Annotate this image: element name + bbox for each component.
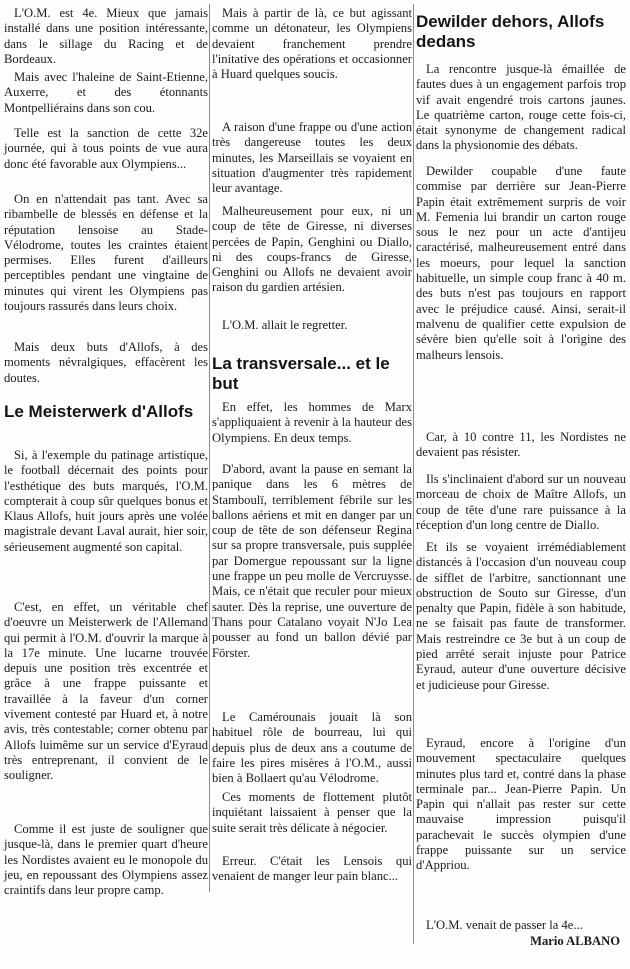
paragraph: Ils s'inclinaient d'abord sur un nouveau morceau de choix de Maître Allofs, un coup de tête d'une rare puissance à la réception d'un long centre de Diallo. — [416, 472, 626, 532]
paragraph: L'O.M. est 4e. Mieux que jamais installé dans une position intéressante, dans le sillage du Racing et de Bordeaux. — [4, 6, 208, 66]
paragraph: D'abord, avant la pause en semant la panique dans les 6 mètres de Stamboulï, terriblement fébrile sur les ballons aériens et mit en danger par un coup de tête de son défenseur Regina sur sa propre transversale, puis supplée par Domergue repoussant sur la ligne une frappe un peu molle de Vercruysse. Mais, ce n'était que reculer pour mieux sauter. Dès la reprise, une ouverture de Thans pour Catalano voyait N'Jo Lea pousser au fond un ballon dévié par Förster. — [212, 462, 412, 660]
paragraph: En effet, les hommes de Marx s'appliquaient à revenir à la hauteur des Olympiens. En deux temps. — [212, 400, 412, 445]
paragraph: On en n'attendait pas tant. Avec sa ribambelle de blessés en défense et la réputation lensoise au Stade-Vélodrome, toutes les craintes étaient permises. Elles furent d'ailleurs perceptibles pendant une vingtaine de minutes qui virent les Olympiens pas toujours rassurés dans leurs choix. — [4, 192, 208, 314]
paragraph: Mais à partir de là, ce but agissant comme un détonateur, les Olympiens devaient franchement prendre l'initative des opérations et occasionner à Huard quelques soucis. — [212, 6, 412, 82]
paragraph: Le Camérounais jouait là son habituel rôle de bourreau, lui qui depuis plus de deux ans a coutume de faire les pires misères à l'O.M., aussi bien à Bollaert qu'au Vélodrome. — [212, 710, 412, 786]
paragraph: Malheureusement pour eux, ni un coup de tête de Giresse, ni diverses percées de Papin, Genghini ou Diallo, ni des coups-francs de Giresse, Genghini ou Allofs ne devaient avoir raison du gardien artésien. — [212, 204, 412, 295]
paragraph: Et ils se voyaient irrémédiablement distancés à l'occasion d'un nouveau coup de sifflet de l'arbitre, sanctionnant une obstruction de Souto sur Giresse, d'un penalty que Papin, fidèle à son habitude, ne se faisait pas faute de transformer. Mais restreindre ce 3e but à un coup de pied arrêté serait injuste pour Patrice Eyraud, auteur d'une ouverture décisive et judicieuse pour Giresse. — [416, 540, 626, 692]
column-1 — [4, 0, 208, 969]
section-heading: Dewilder dehors, Allofs dedans — [416, 12, 605, 51]
section-heading: La transversale... et le but — [212, 354, 390, 393]
author-signature: Mario ALBANO — [530, 934, 620, 948]
paragraph: Mais avec l'haleine de Saint-Etienne, Auxerre, et des étonnants Montpelliérains dans son cou. — [4, 70, 208, 115]
paragraph: L'O.M. venait de passer la 4e... — [426, 918, 583, 932]
column-rule — [209, 4, 210, 892]
paragraph: La rencontre jusque-là émaillée de fautes dues à un engagement parfois trop vif avait engendré trois cartons jaunes. Le quatrième carton, rouge cette fois-ci, était synonyme de changement radical dans la physionomie des débats. — [416, 62, 626, 153]
column-rule — [413, 4, 414, 944]
paragraph: Si, à l'exemple du patinage artistique, le football décernait des points pour l'esthétique des buts marqués, l'O.M. compterait à coup sûr quelques bonus et Klaus Allofs, huit jours après une volée magistrale devant Laval aurait, hier soir, sérieusement augmenté son capital. — [4, 448, 208, 554]
paragraph: Ces moments de flottement plutôt inquiétant laissaient à penser que la suite serait très délicate à négocier. — [212, 790, 412, 835]
paragraph: Car, à 10 contre 11, les Nordistes ne devaient pas résister. — [416, 430, 626, 460]
paragraph: Telle est la sanction de cette 32e journée, qui à tous points de vue aura donc été favorable aux Olympiens... — [4, 126, 208, 171]
paragraph: A raison d'une frappe ou d'une action très dangereuse toutes les deux minutes, les Marseillais se voyaient en situation d'augmenter très rapidement leur avantage. — [212, 120, 412, 196]
paragraph: Comme il est juste de souligner que jusque-là, dans le premier quart d'heure les Nordistes avaient eu le monopole du jeu, en repoussant des Olympiens assez craintifs dans leur propre camp. — [4, 822, 208, 898]
paragraph: Erreur. C'était les Lensois qui venaient de manger leur pain blanc... — [212, 854, 412, 884]
section-heading: Le Meisterwerk d'Allofs — [4, 402, 194, 421]
paragraph: Dewilder coupable d'une faute commise par derrière sur Jean-Pierre Papin était extrêmement surpris de voir M. Femenia lui brandir un carton rouge sous le nez pour un acte d'antijeu caractérisé, malheureusement entré dans les moeurs, pour lequel la sanction habituelle, un simple coup franc à 40 m. des buts n'est pas toujours en rapport avec le préjudice causé. Ainsi, serait-il malvenu de qualifier cette expulsion de sévère bien qu'elle soit à l'origine des malheurs lensois. — [416, 164, 626, 362]
column-3 — [416, 0, 626, 969]
paragraph: L'O.M. allait le regretter. — [222, 318, 348, 332]
paragraph: Eyraud, encore à l'origine d'un mouvement spectaculaire quelques minutes plus tard et, contré dans la phase terminale par... Jean-Pierre Papin. Un Papin qui n'allait pas rester sur cette mauvaise impression puisqu'il parachevait le succès olympien d'une frappe puissante sur un service d'Appriou. — [416, 736, 626, 873]
column-2 — [212, 0, 412, 969]
paragraph: C'est, en effet, un véritable chef d'oeuvre un Meisterwerk de l'Allemand qui permit à l'O.M. d'ouvrir la marque à la 17e minute. Une lucarne trouvée depuis une position très excentrée et grâce à une frappe puissante et travaillée à la faveur d'un corner vivement contesté par Huard et, à notre avis, très contestable; corner obtenu par Allofs luimême sur un service d'Eyraud très entreprenant, il convient de le souligner. — [4, 600, 208, 783]
paragraph: Mais deux buts d'Allofs, à des moments névralgiques, effacèrent les doutes. — [4, 340, 208, 385]
